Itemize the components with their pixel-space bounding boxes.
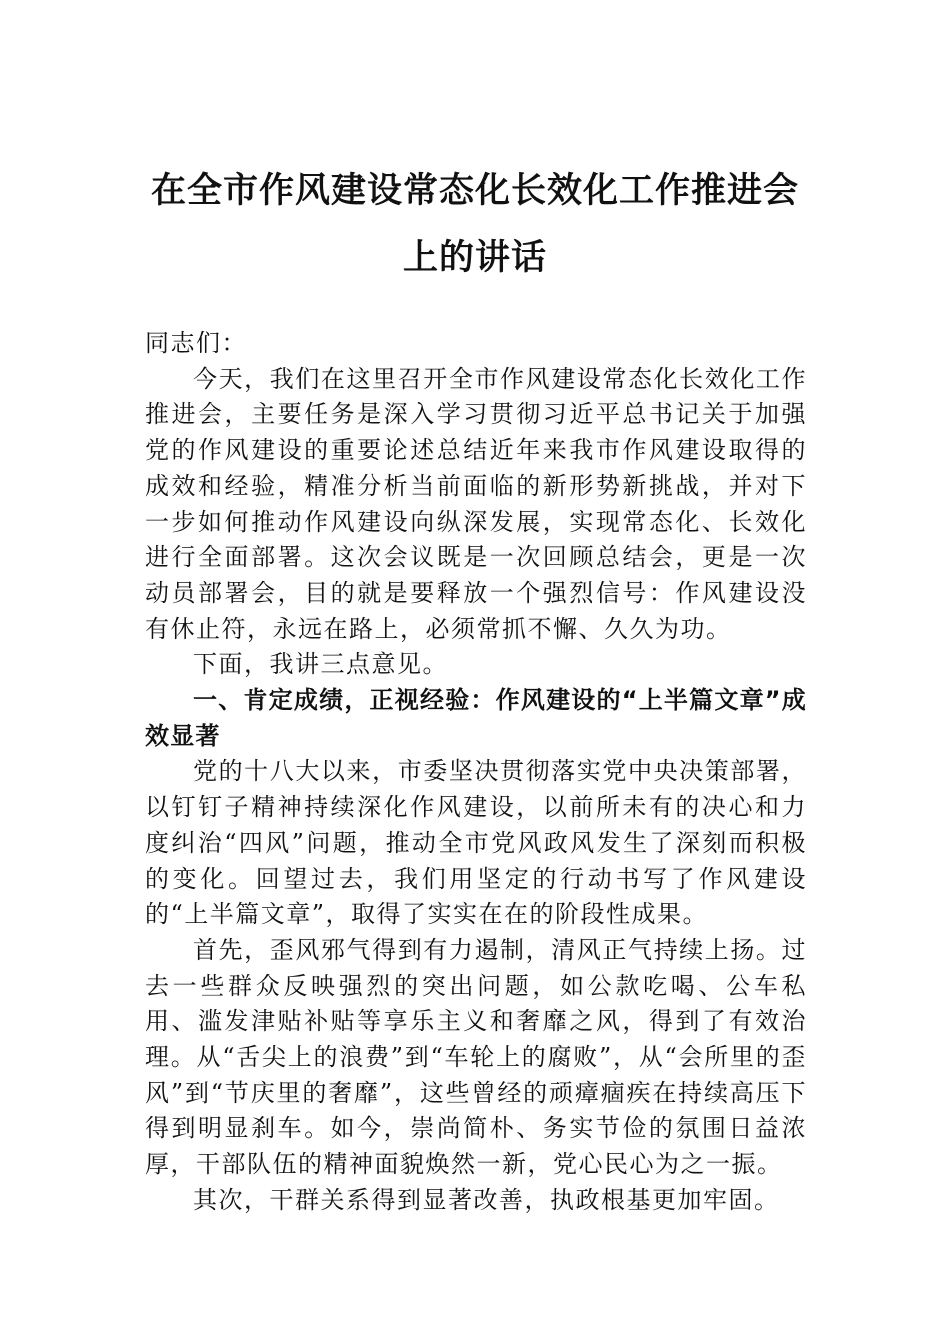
document-title-line-2: 上的讲话 <box>402 237 547 278</box>
section-1-heading: 一、肯定成绩，正视经验：作风建设的“上半篇文章”成效显著 <box>145 686 807 750</box>
paragraph-overview: 下面，我讲三点意见。 <box>193 650 448 679</box>
paragraph-intro: 今天，我们在这里召开全市作风建设常态化长效化工作推进会，主要任务是深入学习贯彻习近平总书记关于加强党的作风建设的重要论述总结近年来我市作风建设取得的成效和经验，精准分析当前面临的新形势新挑战，并对下一步如何推动作风建设向纵深发展，实现常态化、长效化进行全面部署。这次会议既是一次回顾总结会，更是一次动员部署会，目的就是要释放一个强烈信号：作风建设没有休止符，永远在路上，必须常抓不懈、久久为功。 <box>145 364 807 643</box>
section-1-paragraph-3: 其次，干群关系得到显著改善，执政根基更加牢固。 <box>193 1185 780 1214</box>
document-title-line-1: 在全市作风建设常态化长效化工作推进会 <box>150 170 799 211</box>
document-body <box>145 326 807 1219</box>
section-1-paragraph-2: 首先，歪风邪气得到有力遏制，清风正气持续上扬。过去一些群众反映强烈的突出问题，如公款吃喝、公车私用、滥发津贴补贴等享乐主义和奢靡之风，得到了有效治理。从“舌尖上的浪费”到“车轮上的腐败”，从“会所里的歪风”到“节庆里的奢靡”，这些曾经的顽瘴痼疾在持续高压下得到明显刹车。如今，崇尚简朴、务实节俭的氛围日益浓厚，干部队伍的精神面貌焕然一新，党心民心为之一振。 <box>145 935 807 1179</box>
section-1-paragraph-1: 党的十八大以来，市委坚决贯彻落实党中央决策部署，以钉钉子精神持续深化作风建设，以前所未有的决心和力度纠治“四风”问题，推动全市党风政风发生了深刻而积极的变化。回望过去，我们用坚定的行动书写了作风建设的“上半篇文章”，取得了实实在在的阶段性成果。 <box>145 757 807 929</box>
salutation: 同志们： <box>145 329 247 357</box>
